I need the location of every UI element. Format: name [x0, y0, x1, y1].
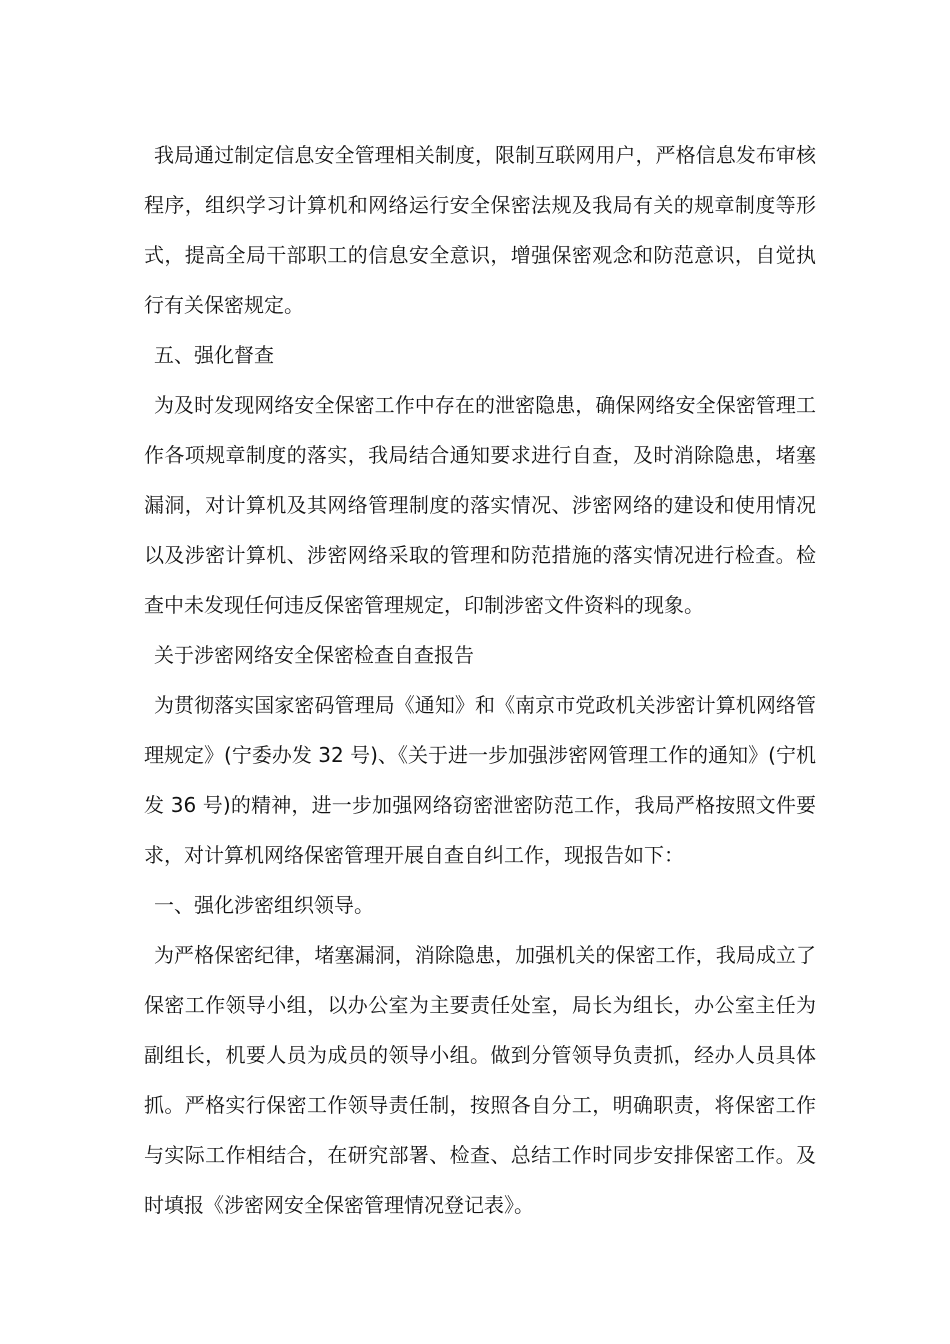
paragraph-self-inspection: 为及时发现网络安全保密工作中存在的泄密隐患，确保网络安全保密管理工作各项规章制度的落实，我局结合通知要求进行自查，及时消除隐患，堵塞漏洞，对计算机及其网络管理制度的落实情况、涉密网络的建设和使用情况以及涉密计算机、涉密网络采取的管理和防范措施的落实情况进行检查。检查中未发现任何违反保密管理规定，印制涉密文件资料的现象。 — [144, 393, 816, 617]
document-body — [144, 130, 816, 1230]
section-heading-strengthen-leadership: 一、强化涉密组织领导。 — [154, 893, 374, 917]
section-heading-strengthen-supervision: 五、强化督查 — [154, 343, 274, 367]
paragraph-report-introduction: 为贯彻落实国家密码管理局《通知》和《南京市党政机关涉密计算机网络管理规定》(宁委办发 32 号)、《关于进一步加强涉密网管理工作的通知》(宁机发 36 号)的精神，进一步加强网络窃密泄密防范工作，我局严格按照文件要求，对计算机网络保密管理开展自查自纠工作，现报告如下： — [144, 693, 816, 867]
paragraph-leadership-group: 为严格保密纪律，堵塞漏洞，消除隐患，加强机关的保密工作，我局成立了保密工作领导小组，以办公室为主要责任处室，局长为组长，办公室主任为副组长，机要人员为成员的领导小组。做到分管领导负责抓，经办人员具体抓。严格实行保密工作领导责任制，按照各自分工，明确职责，将保密工作与实际工作相结合，在研究部署、检查、总结工作时同步安排保密工作。及时填报《涉密网安全保密管理情况登记表》。 — [144, 943, 816, 1217]
paragraph-information-security-measures: 我局通过制定信息安全管理相关制度，限制互联网用户，严格信息发布审核程序，组织学习计算机和网络运行安全保密法规及我局有关的规章制度等形式，提高全局干部职工的信息安全意识，增强保密观念和防范意识，自觉执行有关保密规定。 — [144, 143, 816, 317]
report-title: 关于涉密网络安全保密检查自查报告 — [154, 643, 474, 667]
